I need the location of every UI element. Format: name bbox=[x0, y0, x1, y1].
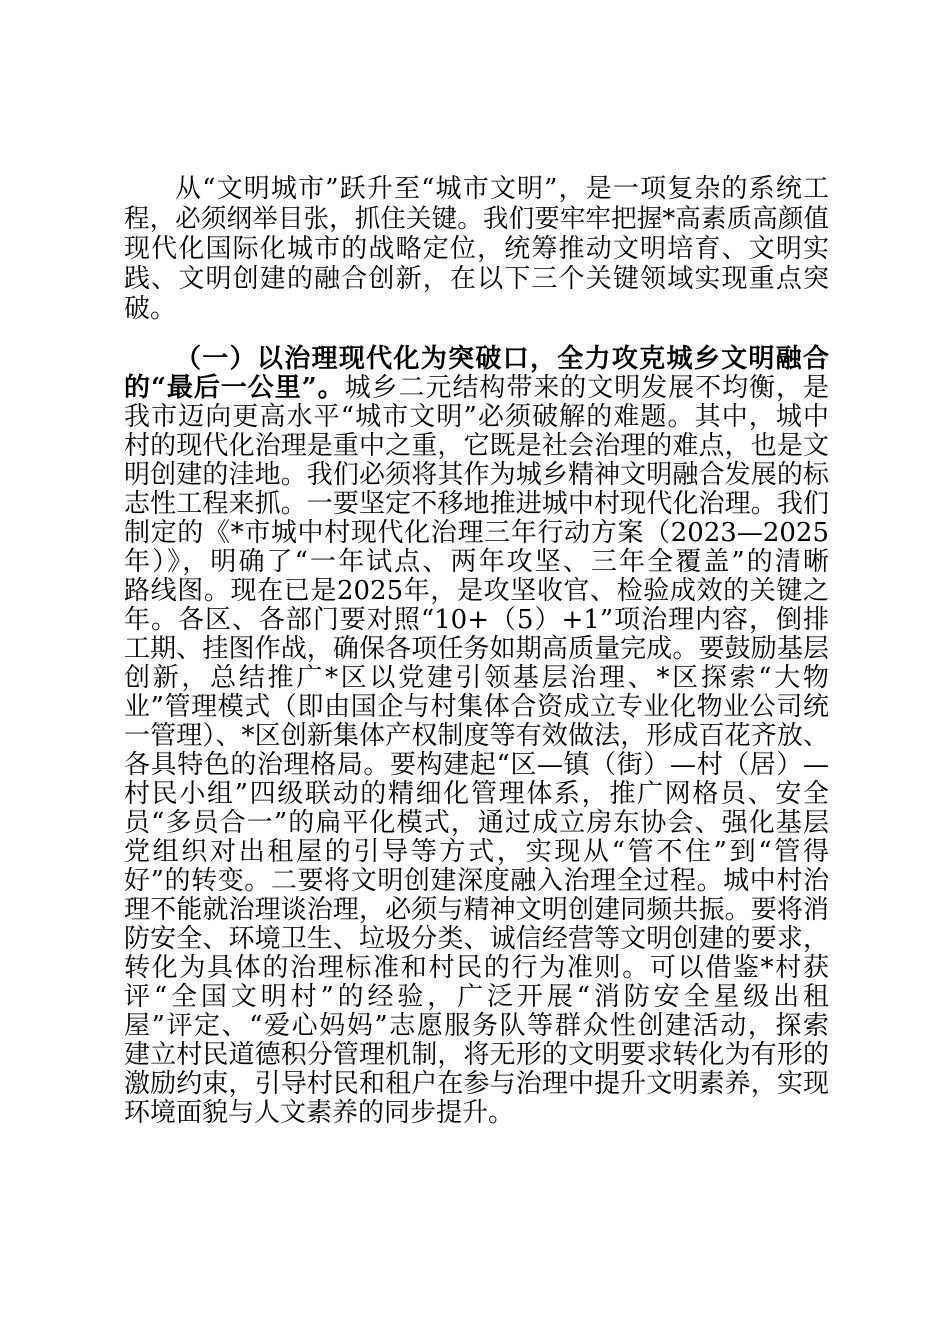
paragraph2-line: 环境面貌与人文素养的同步提升。 bbox=[124, 1098, 515, 1128]
paragraph2-line-rest: 城乡二元结构带来的文明发展不均衡，是 bbox=[344, 373, 829, 403]
paragraph2-line: 明创建的洼地。我们必须将其作为城乡精神文明融合发展的标 bbox=[124, 460, 829, 490]
paragraph2-line: 评“全国文明村”的经验，广泛开展“消防安全星级出租 bbox=[124, 982, 829, 1012]
paragraph2-line: 村民小组”四级联动的精细化管理体系，推广网格员、安全 bbox=[124, 779, 829, 809]
paragraph2-line: 路线图。现在已是2025年，是攻坚收官、检验成效的关键之 bbox=[124, 576, 829, 606]
paragraph2-line: 创新，总结推广*区以党建引领基层治理、*区探索“大物 bbox=[124, 663, 829, 693]
paragraph1-line: 践、文明创建的融合创新，在以下三个关键领域实现重点突 bbox=[124, 264, 829, 294]
paragraph2-line: 我市迈向更高水平“城市文明”必须破解的难题。其中，城中 bbox=[124, 402, 829, 432]
paragraph2-line: 村的现代化治理是重中之重，它既是社会治理的难点，也是文 bbox=[124, 431, 829, 461]
paragraph2-line: 年）》，明确了“一年试点、两年攻坚、三年全覆盖”的清晰 bbox=[124, 547, 829, 577]
paragraph2-line: 激励约束，引导村民和租户在参与治理中提升文明素养，实现 bbox=[124, 1069, 829, 1099]
paragraph2-line: 防安全、环境卫生、垃圾分类、诚信经营等文明创建的要求， bbox=[124, 924, 829, 954]
paragraph1-line: 程，必须纲举目张，抓住关键。我们要牢牢把握*高素质高颜值 bbox=[124, 204, 829, 234]
paragraph2-line: 年。各区、各部门要对照“10+（5）+1”项治理内容，倒排 bbox=[124, 605, 829, 635]
section-heading-tail: 的“最后一公里”。 bbox=[124, 373, 345, 403]
paragraph2-line: 转化为具体的治理标准和村民的行为准则。可以借鉴*村获 bbox=[124, 953, 829, 983]
paragraph2-line: 各具特色的治理格局。要构建起“区—镇（街）—村（居）— bbox=[124, 750, 829, 780]
section-heading-line: （一）以治理现代化为突破口，全力攻克城乡文明融合 bbox=[175, 344, 829, 374]
paragraph2-line: 一管理）、*区创新集体产权制度等有效做法，形成百花齐放、 bbox=[124, 721, 829, 751]
paragraph2-line: 建立村民道德积分管理机制，将无形的文明要求转化为有形的 bbox=[124, 1040, 829, 1070]
paragraph2-line: 制定的《*市城中村现代化治理三年行动方案（2023—2025 bbox=[124, 518, 829, 548]
paragraph1-line: 破。 bbox=[124, 294, 177, 324]
paragraph2-line: 理不能就治理谈治理，必须与精神文明创建同频共振。要将消 bbox=[124, 895, 829, 925]
paragraph2-line: 业”管理模式（即由国企与村集体合资成立专业化物业公司统 bbox=[124, 692, 829, 722]
paragraph2-line: 员“多员合一”的扁平化模式，通过成立房东协会、强化基层 bbox=[124, 808, 829, 838]
paragraph2-line: 屋”评定、“爱心妈妈”志愿服务队等群众性创建活动，探索 bbox=[124, 1011, 829, 1041]
paragraph1-line: 从“文明城市”跃升至“城市文明”，是一项复杂的系统工 bbox=[175, 174, 829, 204]
paragraph2-line: 志性工程来抓。一要坚定不移地推进城中村现代化治理。我们 bbox=[124, 489, 829, 519]
paragraph2-line: 工期、挂图作战，确保各项任务如期高质量完成。要鼓励基层 bbox=[124, 634, 829, 664]
paragraph2-line: 好”的转变。二要将文明创建深度融入治理全过程。城中村治 bbox=[124, 866, 829, 896]
paragraph2-line: 党组织对出租屋的引导等方式，实现从“管不住”到“管得 bbox=[124, 837, 829, 867]
paragraph1-line: 现代化国际化城市的战略定位，统筹推动文明培育、文明实 bbox=[124, 234, 829, 264]
